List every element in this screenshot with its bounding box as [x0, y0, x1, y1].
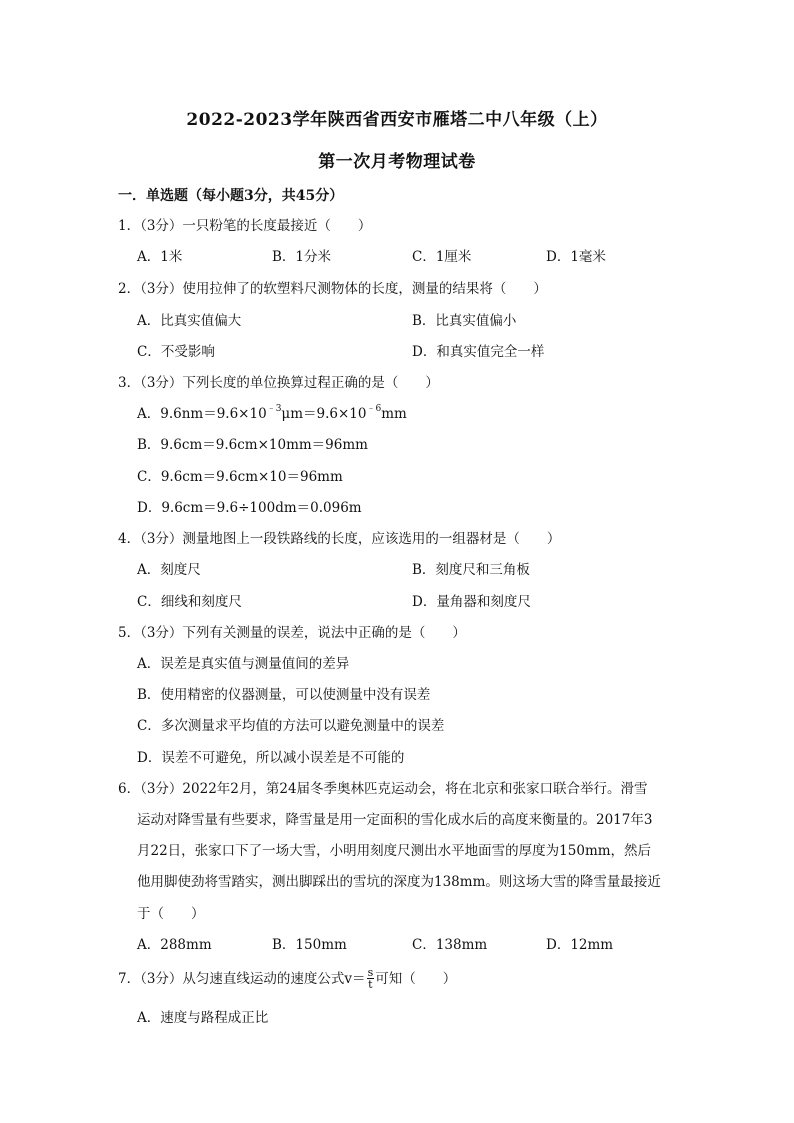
question-6-stem-line4: 他用脚使劲将雪踏实，测出脚踩出的雪坑的深度为138mm。则这场大雪的降雪量最接近: [137, 874, 661, 890]
velocity-formula-fraction: [367, 967, 375, 990]
question-6-stem-line1: 6．（3分）2022年2月，第24届冬季奥林匹克运动会，将在北京和张家口联合举行。滑雪: [118, 781, 648, 797]
question-6-stem-line2: 运动对降雪量有些要求，降雪量是用一定面积的雪化成水后的高度来衡量的。2017年3: [137, 812, 653, 828]
question-3-option-a-middle: μm＝9.6×10: [281, 406, 367, 422]
question-4-option-d: D．量角器和刻度尺: [412, 594, 531, 610]
question-7-stem-start: 7．（3分）从匀速直线运动的速度公式v＝: [118, 971, 366, 987]
question-4-stem: 4．（3分）测量地图上一段铁路线的长度，应该选用的一组器材是（ ）: [118, 531, 561, 547]
question-5-option-b: B．使用精密的仪器测量，可以使测量中没有误差: [137, 687, 431, 703]
question-6-option-d: D．12mm: [546, 937, 614, 953]
question-6-option-a: A．288mm: [137, 937, 212, 953]
question-3-option-a-exponent-1: ﹣3: [266, 404, 282, 414]
section-heading: 一．单选题（每小题3分，共45分）: [118, 188, 344, 204]
question-5-option-c: C．多次测量求平均值的方法可以避免测量中的误差: [137, 718, 445, 734]
question-7-stem: [118, 968, 456, 991]
question-4-option-c: C．细线和刻度尺: [137, 594, 242, 610]
question-6-option-c: C．138mm: [412, 937, 488, 953]
question-1-option-b: B．1分米: [272, 249, 332, 265]
exam-title-line1: 2022-2023学年陕西省西安市雁塔二中八年级（上）: [186, 110, 608, 130]
question-3-option-a-base: A．9.6nm＝9.6×10: [137, 406, 267, 422]
question-1-option-d: D．1毫米: [546, 249, 606, 265]
question-3-option-b: B．9.6cm＝9.6cm×10mm＝96mm: [137, 437, 368, 453]
question-3-option-a-unit: mm: [381, 406, 407, 422]
exam-title-line2: 第一次月考物理试卷: [318, 152, 476, 172]
question-6-stem-line3: 月22日，张家口下了一场大雪，小明用刻度尺测出水平地面雪的厚度为150mm，然后: [137, 843, 652, 859]
question-3-stem: 3．（3分）下列长度的单位换算过程正确的是（ ）: [118, 375, 439, 391]
question-2-stem: 2．（3分）使用拉伸了的软塑料尺测物体的长度，测量的结果将（ ）: [118, 281, 547, 297]
question-2-option-c: C．不受影响: [137, 344, 215, 360]
question-2-option-d: D．和真实值完全一样: [412, 344, 545, 360]
question-2-option-a: A．比真实值偏大: [137, 313, 242, 329]
question-6-option-b: B．150mm: [272, 937, 347, 953]
question-6-stem-line5: 于（ ）: [137, 906, 205, 922]
question-1-option-c: C．1厘米: [412, 249, 472, 265]
question-1-option-a: A．1米: [137, 249, 183, 265]
question-3-option-c: C．9.6cm＝9.6cm×10＝96mm: [137, 469, 343, 485]
question-2-option-b: B．比真实值偏小: [412, 313, 517, 329]
question-5-option-a: A．误差是真实值与测量值间的差异: [137, 656, 350, 672]
question-5-option-d: D．误差不可避免，所以减小误差是不可能的: [137, 750, 405, 766]
question-3-option-a: [137, 405, 407, 423]
question-4-option-a: A．刻度尺: [137, 562, 201, 578]
fraction-numerator: s: [367, 966, 374, 979]
question-5-stem: 5．（3分）下列有关测量的误差，说法中正确的是（ ）: [118, 625, 466, 641]
question-1-stem: 1．（3分）一只粉笔的长度最接近（ ）: [118, 218, 372, 234]
question-7-option-a: A．速度与路程成正比: [137, 1010, 269, 1026]
question-3-option-d: D．9.6cm＝9.6÷100dm＝0.096m: [137, 500, 362, 516]
question-3-option-a-exponent-2: ﹣6: [366, 404, 382, 414]
fraction-denominator: t: [368, 978, 373, 991]
question-7-stem-end: 可知（ ）: [375, 971, 457, 987]
question-4-option-b: B．刻度尺和三角板: [412, 562, 530, 578]
